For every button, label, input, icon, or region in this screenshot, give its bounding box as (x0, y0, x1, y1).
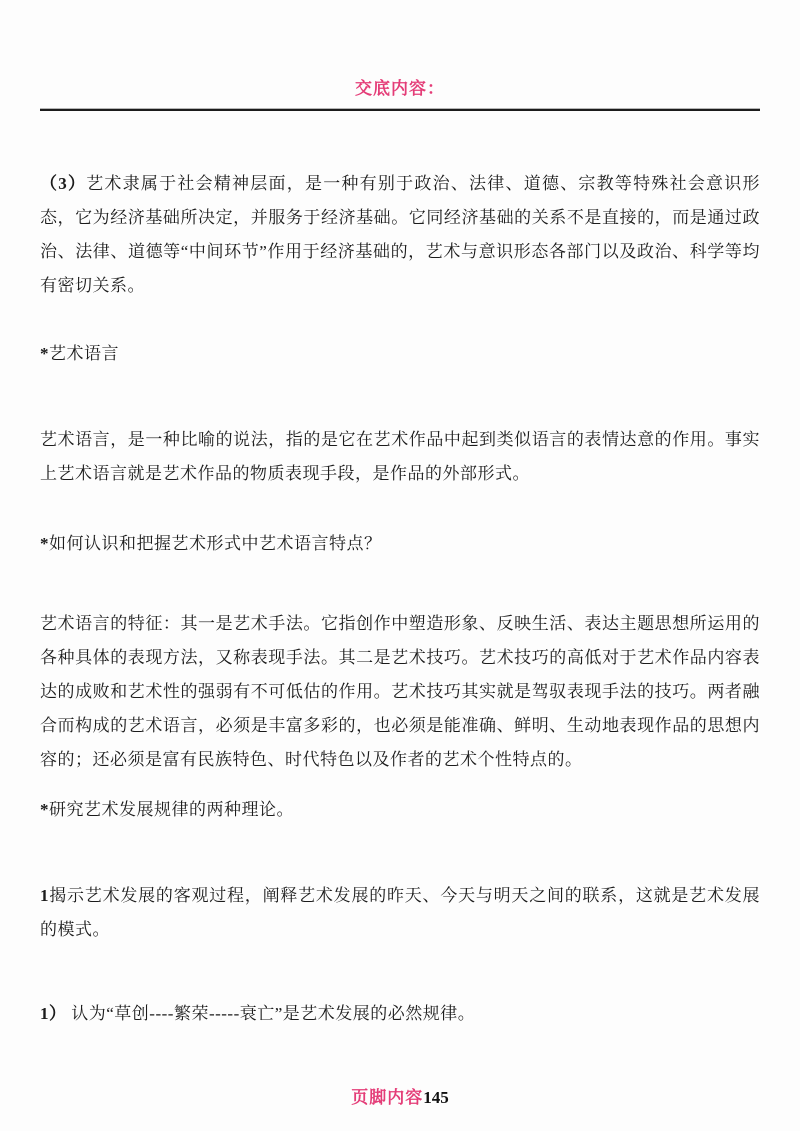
paragraph-text: 研究艺术发展规律的两种理论。 (49, 800, 294, 819)
paragraph-prefix: 1） (40, 1004, 67, 1023)
document-paragraph (40, 997, 760, 1031)
paragraph-text: 艺术语言，是一种比喻的说法，指的是它在艺术作品中起到类似语言的表情达意的作用。事实上艺术语言就是艺术作品的物质表现手段，是作品的外部形式。 (40, 430, 760, 483)
paragraph-prefix: 1 (40, 886, 49, 905)
footer-label: 页脚内容 (351, 1088, 424, 1107)
header-title: 交底内容： (355, 79, 445, 98)
header-divider (40, 108, 760, 111)
paragraph-text: 艺术语言的特征：其一是艺术手法。它指创作中塑造形象、反映生活、表达主题思想所运用的各种具体的表现方法，又称表现手法。其二是艺术技巧。艺术技巧的高低对于艺术作品内容表达的成败和艺术性的强弱有不可低估的作用。艺术技巧其实就是驾驭表现手法的技巧。两者融合而构成的艺术语言，必须是丰富多彩的，也必须是能准确、鲜明、生动地表现作品的思想内容的；还必须是富有民族特色、时代特色以及作者的艺术个性特点的。 (40, 614, 760, 769)
document-paragraph (40, 167, 760, 303)
document-paragraph (40, 879, 760, 947)
paragraph-prefix: （3） (40, 174, 87, 193)
document-body (40, 167, 760, 1031)
document-paragraph (40, 607, 760, 777)
section-heading (40, 337, 760, 371)
paragraph-prefix: * (40, 344, 49, 363)
paragraph-text: 艺术隶属于社会精神层面，是一种有别于政治、法律、道德、宗教等特殊社会意识形态，它为经济基础所决定，并服务于经济基础。它同经济基础的关系不是直接的，而是通过政治、法律、道德等“中间环节”作用于经济基础的，艺术与意识形态各部门以及政治、科学等均有密切关系。 (40, 174, 761, 295)
paragraph-text: 认为“草创----繁荣-----衰亡”是艺术发展的必然规律。 (66, 1004, 476, 1023)
paragraph-text: 如何认识和把握艺术形式中艺术语言特点？ (49, 534, 382, 553)
paragraph-prefix: * (40, 800, 49, 819)
paragraph-text: 艺术语言 (49, 344, 119, 363)
section-heading (40, 527, 760, 561)
footer-page-number: 145 (423, 1088, 449, 1107)
document-header (40, 0, 760, 99)
section-heading (40, 793, 760, 827)
document-paragraph (40, 423, 760, 491)
paragraph-text: 揭示艺术发展的客观过程，阐释艺术发展的昨天、今天与明天之间的联系，这就是艺术发展的模式。 (40, 886, 760, 939)
document-footer (40, 1083, 760, 1108)
paragraph-prefix: * (40, 534, 49, 553)
